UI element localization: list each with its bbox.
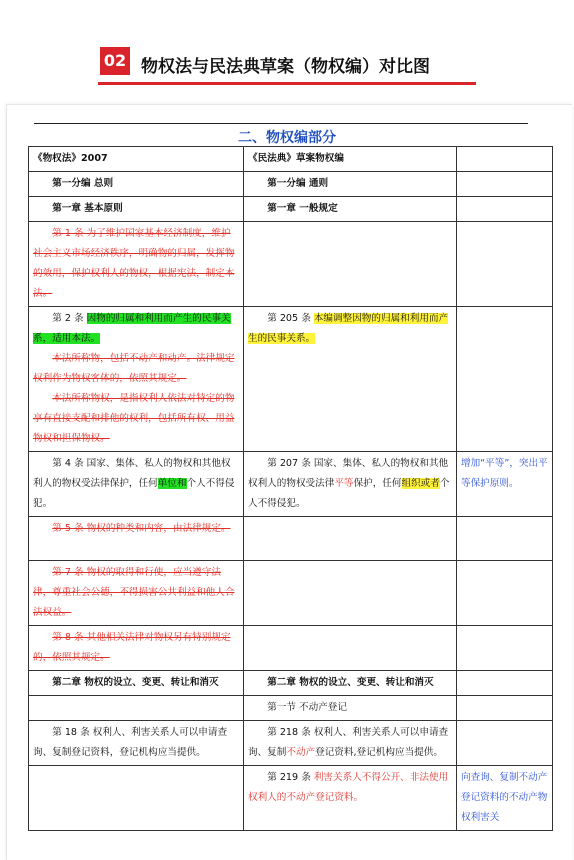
section-title: 二、物权编部分 <box>238 130 336 146</box>
table-row <box>29 721 553 766</box>
column-header-notes <box>457 147 553 172</box>
cell-art4-new <box>244 452 457 517</box>
deleted-paragraph: 本法所称物，包括不动产和动产。法律规定权利作为物权客体的，依照其规定。 <box>33 353 235 384</box>
table-row <box>29 561 553 626</box>
cell-note <box>457 222 553 307</box>
article-text: 第 4 条 国家、集体、私人的物权和其他权利人的物权受法律保护，任何 <box>33 458 231 489</box>
cell-part1-old: 第一分编 总则 <box>29 172 244 197</box>
cell-art2-new <box>244 307 457 452</box>
title-underline <box>98 82 476 85</box>
table-row <box>29 222 553 307</box>
table-row <box>29 452 553 517</box>
cell-art2-old <box>29 307 244 452</box>
article-text: 个人不得侵犯。 <box>33 478 235 509</box>
cell-art18-new <box>244 721 457 766</box>
added-text: 利害关系人不得公开、非法使用权利人的不动产登记资料。 <box>248 772 449 803</box>
cell-art4-old <box>29 452 244 517</box>
table-row <box>29 172 553 197</box>
cell-sec1-old <box>29 696 244 721</box>
article-number: 第 2 条 <box>52 313 87 324</box>
highlighted-text: 本编调整因物的归属和利用而产生的民事关系。 <box>248 313 449 344</box>
cell-note <box>457 721 553 766</box>
table-row <box>29 517 553 561</box>
table-row <box>29 671 553 696</box>
cell-art1-old: 第 1 条 为了维护国家基本经济制度，维护社会主义市场经济秩序，明确物的归属，发挥物的效用，保护权利人的物权，根据宪法，制定本法。 <box>29 222 244 307</box>
cell-ch1-new: 第一章 一般规定 <box>244 197 457 222</box>
article-text: 保护，任何 <box>353 478 402 489</box>
table-row <box>29 626 553 671</box>
cell-art7-new <box>244 561 457 626</box>
added-text: 平等 <box>334 478 354 489</box>
cell-art8-old: 第 8 条 其他相关法律对物权另有特别规定的，依照其规定。 <box>29 626 244 671</box>
cell-note <box>457 307 553 452</box>
cell-note: 增加“平等”，突出平等保护原则。 <box>457 452 553 517</box>
article-number: 第 205 条 <box>267 313 314 324</box>
highlighted-text: 单位和 <box>157 478 187 489</box>
deleted-paragraph: 本法所称物权，是指权利人依法对特定的物享有直接支配和排他的权利，包括所有权、用益物权和担保物权。 <box>33 393 235 444</box>
cell-note: 向查询、复制不动产登记资料的不动产物权利害关 <box>457 766 553 831</box>
cell-note <box>457 626 553 671</box>
cell-note <box>457 517 553 561</box>
cell-note <box>457 172 553 197</box>
highlighted-text: 组织或者 <box>401 478 440 489</box>
page-header <box>0 0 574 100</box>
cell-ch1-old: 第一章 基本原则 <box>29 197 244 222</box>
cell-art7-old: 第 7 条 物权的取得和行使，应当遵守法律，尊重社会公德，不得损害公共利益和他人合法权益。 <box>29 561 244 626</box>
comparison-table <box>28 146 553 831</box>
page-title: 物权法与民法典草案（物权编）对比图 <box>141 57 430 77</box>
column-header-old-law: 《物权法》2007 <box>29 147 244 172</box>
cell-art5-old: 第 5 条 物权的种类和内容，由法律规定。 <box>29 517 244 561</box>
article-number: 第 219 条 <box>267 772 314 783</box>
article-text: 第 218 条 权利人、利害关系人可以申请查询、复制 <box>248 727 449 758</box>
added-text: 不动产 <box>286 747 316 758</box>
article-text: 登记资料,登记机构应当提供。 <box>315 747 443 758</box>
cell-note <box>457 197 553 222</box>
cell-art219-old <box>29 766 244 831</box>
cell-note <box>457 671 553 696</box>
document-top-rule <box>34 123 528 124</box>
cell-art8-new <box>244 626 457 671</box>
article-text: 第 207 条 国家、集体、私人的物权和其他权利人的物权受法律 <box>248 458 449 489</box>
cell-note <box>457 696 553 721</box>
cell-sec1-new: 第一节 不动产登记 <box>244 696 457 721</box>
table-row <box>29 766 553 831</box>
column-header-new-code: 《民法典》草案物权编 <box>244 147 457 172</box>
cell-note <box>457 561 553 626</box>
cell-art219-new <box>244 766 457 831</box>
cell-art5-new <box>244 517 457 561</box>
table-row <box>29 197 553 222</box>
cell-art18-old: 第 18 条 权利人、利害关系人可以申请查询、复制登记资料，登记机构应当提供。 <box>29 721 244 766</box>
section-number-badge: 02 <box>100 47 130 75</box>
cell-art1-new <box>244 222 457 307</box>
table-row <box>29 307 553 452</box>
cell-ch2-old: 第二章 物权的设立、变更、转让和消灭 <box>29 671 244 696</box>
article-text: 个人不得侵犯。 <box>248 478 450 509</box>
cell-part1-new: 第一分编 通则 <box>244 172 457 197</box>
cell-ch2-new: 第二章 物权的设立、变更、转让和消灭 <box>244 671 457 696</box>
table-row <box>29 696 553 721</box>
table-header-row <box>29 147 553 172</box>
highlighted-text: 因物的归属和利用而产生的民事关系，适用本法。 <box>33 313 231 344</box>
